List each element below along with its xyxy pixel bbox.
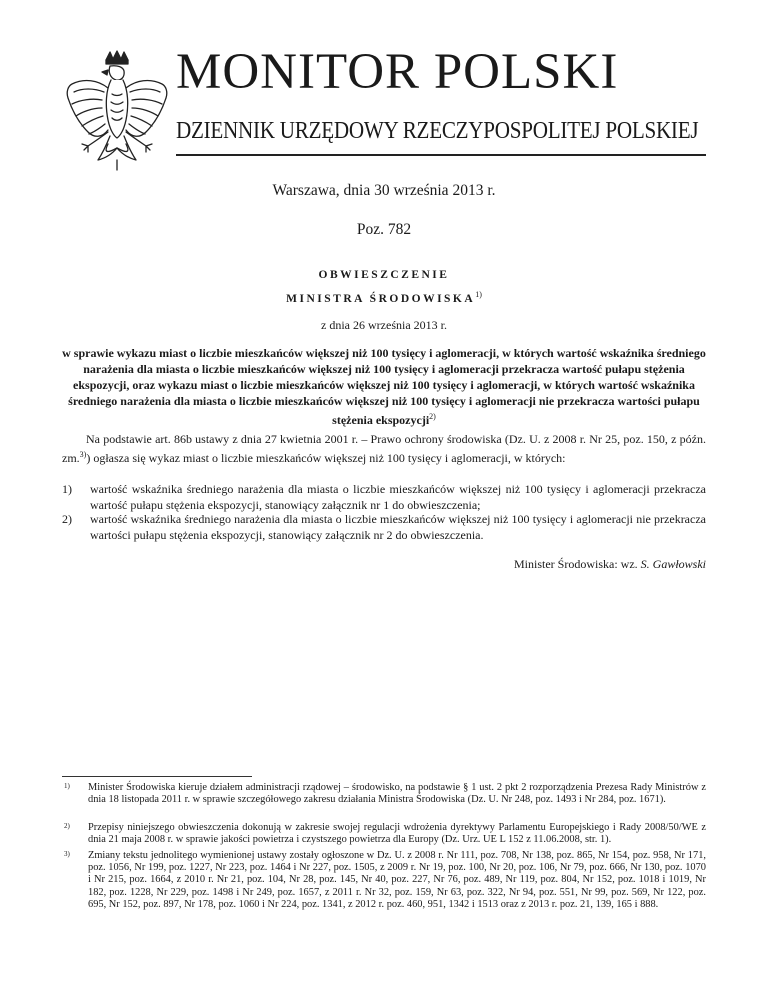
act-issuer-line bbox=[62, 285, 706, 309]
issue-date: Warszawa, dnia 30 września 2013 r. bbox=[272, 182, 496, 199]
footnote-separator bbox=[62, 776, 252, 777]
signature-name: S. Gawłowski bbox=[640, 557, 706, 571]
position-number: Poz. 782 bbox=[356, 221, 412, 238]
list-item bbox=[62, 481, 706, 513]
footnote-text: Minister Środowiska kieruje działem administracji rządowej – środowisko, na podstawie § 1 ust. 2 pkt 2 rozporządzenia Prezesa Rady Ministrów z dnia 18 listopada 2011 r. w sprawie szczegółowego zakresu działania Ministra Środowiska (Dz. U. Nr 248, poz. 1493 i Nr 284, poz. 1671). bbox=[88, 782, 706, 806]
polish-eagle-emblem-icon bbox=[58, 50, 176, 180]
body-intro-b: ) ogłasza się wykaz miast o liczbie mieszkańców większej niż 100 tysięcy i aglomeracji, w których: bbox=[86, 451, 566, 465]
masthead-rule bbox=[176, 154, 706, 156]
list-item-text: wartość wskaźnika średniego narażenia dla miasta o liczbie mieszkańców większej niż 100 tysięcy i aglomeracji przekracza wartość pułapu stężenia ekspozycji, stanowiący załącznik nr 1 do obwieszczenia; bbox=[90, 482, 706, 512]
list-item-number: 1) bbox=[62, 482, 72, 496]
act-type: OBWIESZCZENIE bbox=[318, 269, 450, 281]
footnote bbox=[62, 782, 706, 806]
signature-prefix: Minister Środowiska: wz. bbox=[514, 557, 641, 571]
act-subject-text: w sprawie wykazu miast o liczbie mieszkańców większej niż 100 tysięcy i aglomeracji, w których wartość wskaźnika średniego narażenia dla miasta o liczbie mieszkańców większej niż 100 tysięcy i aglomeracji przekracza wartość pułapu stężenia ekspozycji, oraz wykazu miast o liczbie mieszkańców większej niż 100 tysięcy i aglomeracji, w których wartość wskaźnika średniego narażenia dla miasta o liczbie mieszkańców większej niż 100 tysięcy i aglomeracji nie przekracza wartości pułapu stężenia ekspozycji bbox=[62, 346, 706, 427]
footnote bbox=[62, 850, 706, 911]
list-item-text: wartość wskaźnika średniego narażenia dla miasta o liczbie mieszkańców większej niż 100 tysięcy i aglomeracji nie przekracza wartości pułapu stężenia ekspozycji, stanowiący załącznik nr 2 do obwieszczenia. bbox=[90, 512, 706, 542]
act-subject bbox=[62, 345, 706, 428]
footnote-ref-2: 2) bbox=[429, 412, 436, 421]
body-intro bbox=[62, 431, 706, 466]
act-date: z dnia 26 września 2013 r. bbox=[321, 318, 447, 332]
footnote-ref-1: 1) bbox=[475, 290, 482, 299]
footnote-number: 2) bbox=[64, 822, 70, 830]
footnote-ref-3: 3) bbox=[79, 450, 87, 459]
list-item bbox=[62, 511, 706, 543]
signature bbox=[62, 557, 706, 572]
footnote-text: Zmiany tekstu jednolitego wymienionej ustawy zostały ogłoszone w Dz. U. z 2008 r. Nr 111, poz. 708, Nr 138, poz. 865, Nr 154, poz. 958, Nr 171, poz. 1056, Nr 199, poz. 1227, Nr 223, poz. 1464 i Nr 227, poz. 1505, z 2009 r. Nr 19, poz. 100, Nr 20, poz. 106, Nr 79, poz. 666, Nr 130, poz. 1070 i Nr 215, poz. 1664, z 2010 r. Nr 21, poz. 104, Nr 28, poz. 145, Nr 40, poz. 227, Nr 76, poz. 489, Nr 119, poz. 804, Nr 152, poz. 1018 i 1019, Nr 182, poz. 1228, Nr 229, poz. 1498 i Nr 249, poz. 1657, z 2011 r. Nr 32, poz. 159, Nr 63, poz. 322, Nr 94, poz. 551, Nr 99, poz. 569, Nr 122, poz. 695, Nr 152, poz. 897, Nr 178, poz. 1060 i Nr 224, poz. 1341, z 2012 r. poz. 460, 951, 1342 i 1513 oraz z 2013 r. poz. 21, 139, 165 i 888. bbox=[88, 850, 706, 910]
footnote-number: 3) bbox=[64, 850, 70, 858]
masthead-subtitle: DZIENNIK URZĘDOWY RZECZYPOSPOLITEJ POLSKIEJ bbox=[176, 118, 699, 144]
footnote bbox=[62, 822, 706, 846]
list-item-number: 2) bbox=[62, 512, 72, 526]
act-issuer: MINISTRA ŚRODOWISKA bbox=[286, 292, 476, 305]
body-intro-a: Na podstawie art. 86b ustawy z dnia 27 kwietnia 2001 r. – Prawo ochrony środowiska (Dz. U. z 2008 r. Nr 25, poz. 150, z późn. zm. bbox=[62, 432, 706, 465]
masthead-title: MONITOR POLSKI bbox=[176, 44, 619, 100]
act-heading bbox=[62, 265, 706, 309]
footnote-text: Przepisy niniejszego obwieszczenia dokonują w zakresie swojej regulacji wdrożenia dyrektywy Parlamentu Europejskiego i Rady 2008/50/WE z dnia 21 maja 2008 r. w sprawie jakości powietrza i czystszego powietrza dla Europy (Dz. Urz. UE L 152 z 11.06.2008, str. 1). bbox=[88, 822, 706, 846]
footnote-number: 1) bbox=[64, 782, 70, 790]
